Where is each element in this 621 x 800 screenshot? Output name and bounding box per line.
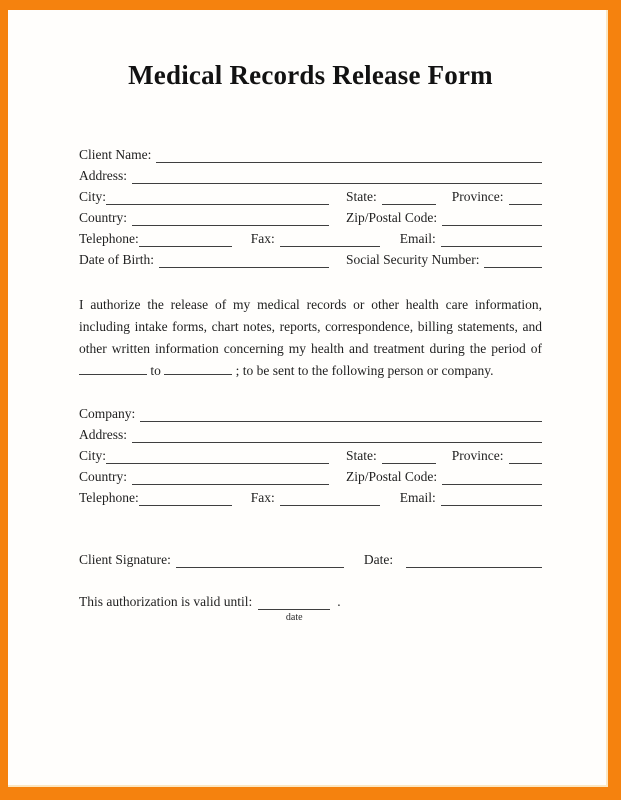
authorization-text-to: to bbox=[150, 363, 161, 378]
company-email-field[interactable] bbox=[441, 491, 542, 506]
company-province-label: Province: bbox=[451, 448, 504, 463]
client-signature-label: Client Signature: bbox=[79, 552, 171, 567]
client-address-label: Address: bbox=[79, 168, 127, 183]
client-dob-field[interactable] bbox=[159, 253, 329, 268]
client-address-row bbox=[79, 168, 542, 184]
company-fax-label: Fax: bbox=[250, 490, 275, 505]
company-zip-label: Zip/Postal Code: bbox=[346, 469, 438, 484]
client-fax-field[interactable] bbox=[280, 232, 380, 247]
company-telephone-field[interactable] bbox=[139, 491, 232, 506]
signature-row bbox=[79, 552, 542, 568]
date-caption: date bbox=[285, 612, 303, 623]
company-zip-field[interactable] bbox=[442, 470, 542, 485]
client-country-label: Country: bbox=[79, 210, 128, 225]
company-country-field[interactable] bbox=[132, 470, 329, 485]
company-field[interactable] bbox=[140, 407, 542, 422]
company-telephone-label: Telephone: bbox=[79, 490, 139, 505]
period-start-field[interactable] bbox=[79, 362, 147, 375]
company-telephone-row bbox=[79, 490, 542, 506]
client-fax-label: Fax: bbox=[250, 231, 275, 246]
recipient-info-section bbox=[79, 406, 542, 506]
valid-until-label: This authorization is valid until: bbox=[79, 594, 253, 609]
client-city-row bbox=[79, 189, 542, 205]
company-label: Company: bbox=[79, 406, 136, 421]
company-address-row bbox=[79, 427, 542, 443]
client-info-section bbox=[79, 147, 542, 268]
client-province-label: Province: bbox=[451, 189, 504, 204]
company-city-row bbox=[79, 448, 542, 464]
signature-date-field[interactable] bbox=[406, 553, 542, 568]
client-signature-field[interactable] bbox=[176, 553, 344, 568]
client-zip-label: Zip/Postal Code: bbox=[346, 210, 438, 225]
company-address-field[interactable] bbox=[132, 428, 542, 443]
company-state-field[interactable] bbox=[382, 449, 436, 464]
company-row bbox=[79, 406, 542, 422]
client-ssn-field[interactable] bbox=[484, 253, 542, 268]
company-state-label: State: bbox=[346, 448, 377, 463]
client-province-field[interactable] bbox=[509, 190, 543, 205]
valid-until-row bbox=[79, 594, 542, 623]
client-ssn-label: Social Security Number: bbox=[346, 252, 480, 267]
valid-until-wrap bbox=[258, 595, 330, 623]
client-state-field[interactable] bbox=[382, 190, 436, 205]
client-telephone-field[interactable] bbox=[139, 232, 232, 247]
company-city-label: City: bbox=[79, 448, 107, 463]
company-email-label: Email: bbox=[399, 490, 436, 505]
client-city-field[interactable] bbox=[106, 190, 329, 205]
company-country-row bbox=[79, 469, 542, 485]
client-email-field[interactable] bbox=[441, 232, 542, 247]
company-fax-field[interactable] bbox=[280, 491, 380, 506]
form-title: Medical Records Release Form bbox=[128, 60, 493, 90]
valid-until-field[interactable] bbox=[258, 595, 330, 610]
client-name-field[interactable] bbox=[156, 148, 542, 163]
authorization-text bbox=[79, 294, 542, 382]
client-dob-row bbox=[79, 252, 542, 268]
client-name-label: Client Name: bbox=[79, 147, 152, 162]
company-country-label: Country: bbox=[79, 469, 128, 484]
document-page bbox=[8, 10, 608, 787]
client-country-row bbox=[79, 210, 542, 226]
period-end-field[interactable] bbox=[164, 362, 232, 375]
client-zip-field[interactable] bbox=[442, 211, 542, 226]
client-name-row bbox=[79, 147, 542, 163]
client-state-label: State: bbox=[346, 189, 377, 204]
signature-date-label: Date: bbox=[363, 552, 394, 567]
company-province-field[interactable] bbox=[509, 449, 543, 464]
authorization-text-end: ; to be sent to the following person or company. bbox=[235, 363, 494, 378]
client-country-field[interactable] bbox=[132, 211, 329, 226]
company-address-label: Address: bbox=[79, 427, 127, 442]
client-address-field[interactable] bbox=[132, 169, 542, 184]
authorization-text-start: I authorize the release of my medical records or other health care information, including intake forms, chart notes, reports, correspondence, billing statements, and other written information concerning my health and treatment during the period of bbox=[79, 297, 542, 356]
client-telephone-label: Telephone: bbox=[79, 231, 139, 246]
company-city-field[interactable] bbox=[106, 449, 329, 464]
client-city-label: City: bbox=[79, 189, 107, 204]
client-dob-label: Date of Birth: bbox=[79, 252, 154, 267]
valid-until-suffix: . bbox=[337, 594, 341, 609]
client-telephone-row bbox=[79, 231, 542, 247]
client-email-label: Email: bbox=[399, 231, 436, 246]
